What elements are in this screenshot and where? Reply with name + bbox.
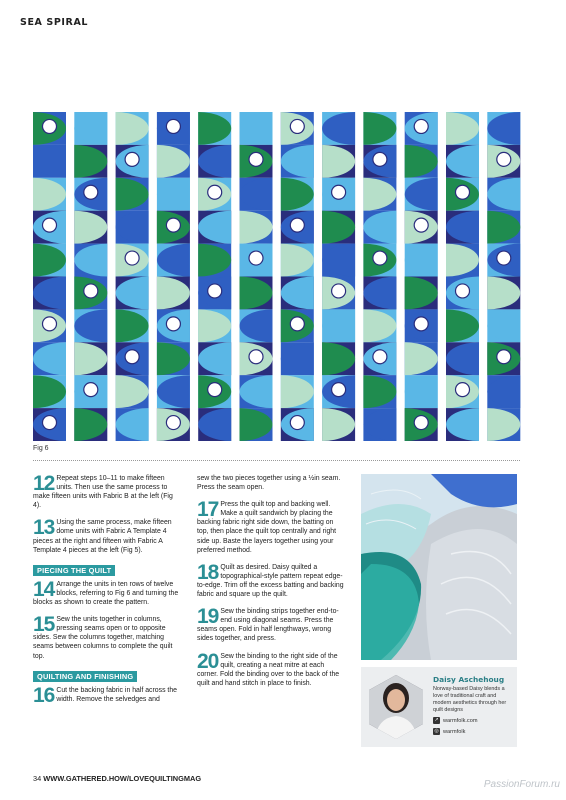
quilt-circle xyxy=(373,350,387,364)
quilt-circle xyxy=(166,416,180,430)
website-link[interactable]: ↗ warmfolk.com xyxy=(434,717,478,724)
instructions-column-left xyxy=(33,474,181,712)
quilt-circle xyxy=(414,416,428,430)
step-19: 19 Sew the binding strips together end-to-end using diagonal seams. Press the seams open. Fold in half lengthways, wrong sides together, and press. xyxy=(197,605,339,643)
quilt-circle xyxy=(208,284,222,298)
step-16-continued: sew the two pieces together using a ½in seam. Press the seam open. xyxy=(197,475,341,492)
page-number: 34 xyxy=(33,774,42,783)
quilt-circle xyxy=(166,218,180,232)
quilt-circle xyxy=(414,218,428,232)
section-heading-piecing: PIECING THE QUILT xyxy=(33,565,115,576)
footer-url[interactable]: WWW.GATHERED.HOW/LOVEQUILTINGMAG xyxy=(43,774,202,783)
quilt-circle xyxy=(43,416,57,430)
quilt-circle xyxy=(290,416,304,430)
section-header: SEA SPIRAL xyxy=(20,17,89,28)
designer-bio xyxy=(361,667,517,747)
quilt-circle xyxy=(414,119,428,133)
quilt-circle xyxy=(84,284,98,298)
quilt-circle xyxy=(497,350,511,364)
instagram-link[interactable]: ◎ warmfolk xyxy=(434,728,466,735)
quilt-circle xyxy=(125,251,139,265)
quilt-circle xyxy=(249,152,263,166)
quilt-circle xyxy=(125,350,139,364)
quilt-circle xyxy=(43,317,57,331)
designer-name: Daisy Aschehoug xyxy=(433,675,505,684)
quilt-circle xyxy=(332,185,346,199)
step-13: 13 Using the same process, make fifteen dome units with Fabric A Template 4 pieces at the right and fifteen with Fabric A Template 4 pieces at the left (Fig 5). xyxy=(33,516,172,554)
quilt-circle xyxy=(456,383,470,397)
quilt-circle xyxy=(84,185,98,199)
quilt-circle xyxy=(373,152,387,166)
quilt-circle xyxy=(290,119,304,133)
quilt-circle xyxy=(414,317,428,331)
quilt-circle xyxy=(497,251,511,265)
watermark: PassionForum.ru xyxy=(483,779,560,790)
quilt-circle xyxy=(166,119,180,133)
quilt-circle xyxy=(332,284,346,298)
page-footer xyxy=(33,774,201,783)
quilt-circle xyxy=(43,218,57,232)
step-16: 16 Cut the backing fabric in half across the width. Remove the selvedges and xyxy=(33,683,178,707)
quilt-circle xyxy=(332,383,346,397)
quilt-circle xyxy=(84,383,98,397)
link-icon: ↗ xyxy=(434,717,439,723)
figure-label: Fig 6 xyxy=(33,445,49,452)
section-heading-quilting: QUILTING AND FINISHING xyxy=(33,671,137,682)
designer-portrait xyxy=(367,674,425,740)
quilt-circle xyxy=(208,185,222,199)
quilt-figure xyxy=(33,112,533,441)
quilt-circle xyxy=(166,317,180,331)
quilt-detail-photo xyxy=(361,474,517,660)
quilt-circle xyxy=(290,317,304,331)
quilt-circle xyxy=(125,152,139,166)
quilt-circle xyxy=(497,152,511,166)
quilt-circle xyxy=(249,350,263,364)
step-20: 20 Sew the binding to the right side of the quilt, creating a neat mitre at each corner. Fold the binding over to the back of the quilt and hand stitch in place to finish. xyxy=(197,649,340,687)
step-15: 15 Sew the units together in columns, pressing seams open or to opposite sides. Sew the columns together, matching seams between columns to complete the quilt top. xyxy=(33,613,173,660)
quilt-circle xyxy=(208,383,222,397)
step-14: 14 Arrange the units in ten rows of twelve blocks, referring to Fig 6 and turning the blocks as shown to create the pattern. xyxy=(33,577,179,607)
quilt-circle xyxy=(290,218,304,232)
step-17: 17 Press the quilt top and backing well. Make a quilt sandwich by placing the backing fabric right side down, the batting on top, then place the quilt top centrally and right side up. Baste the layers together using your preferred method. xyxy=(197,498,337,554)
step-18: 18 Quilt as desired. Daisy quilted a topographical-style pattern repeat edge-to-edge. Trim off the excess batting and backing fabric and square up the quilt. xyxy=(197,560,344,599)
quilt-circle xyxy=(456,185,470,199)
instructions-column-middle xyxy=(197,474,345,696)
designer-description: Norway-based Daisy blends a love of traditional craft and modern aesthetics through her quilt designs xyxy=(433,686,507,713)
divider xyxy=(33,460,520,461)
quilt-circle xyxy=(456,284,470,298)
quilt-circle xyxy=(373,251,387,265)
quilt-circle xyxy=(249,251,263,265)
quilt-circle xyxy=(43,119,57,133)
step-12: 12 Repeat steps 10–11 to make fifteen units. Then use the same process to make fifteen units with Fabric B at the left (Fig 4). xyxy=(33,472,173,510)
instagram-icon: ◎ xyxy=(434,728,439,734)
